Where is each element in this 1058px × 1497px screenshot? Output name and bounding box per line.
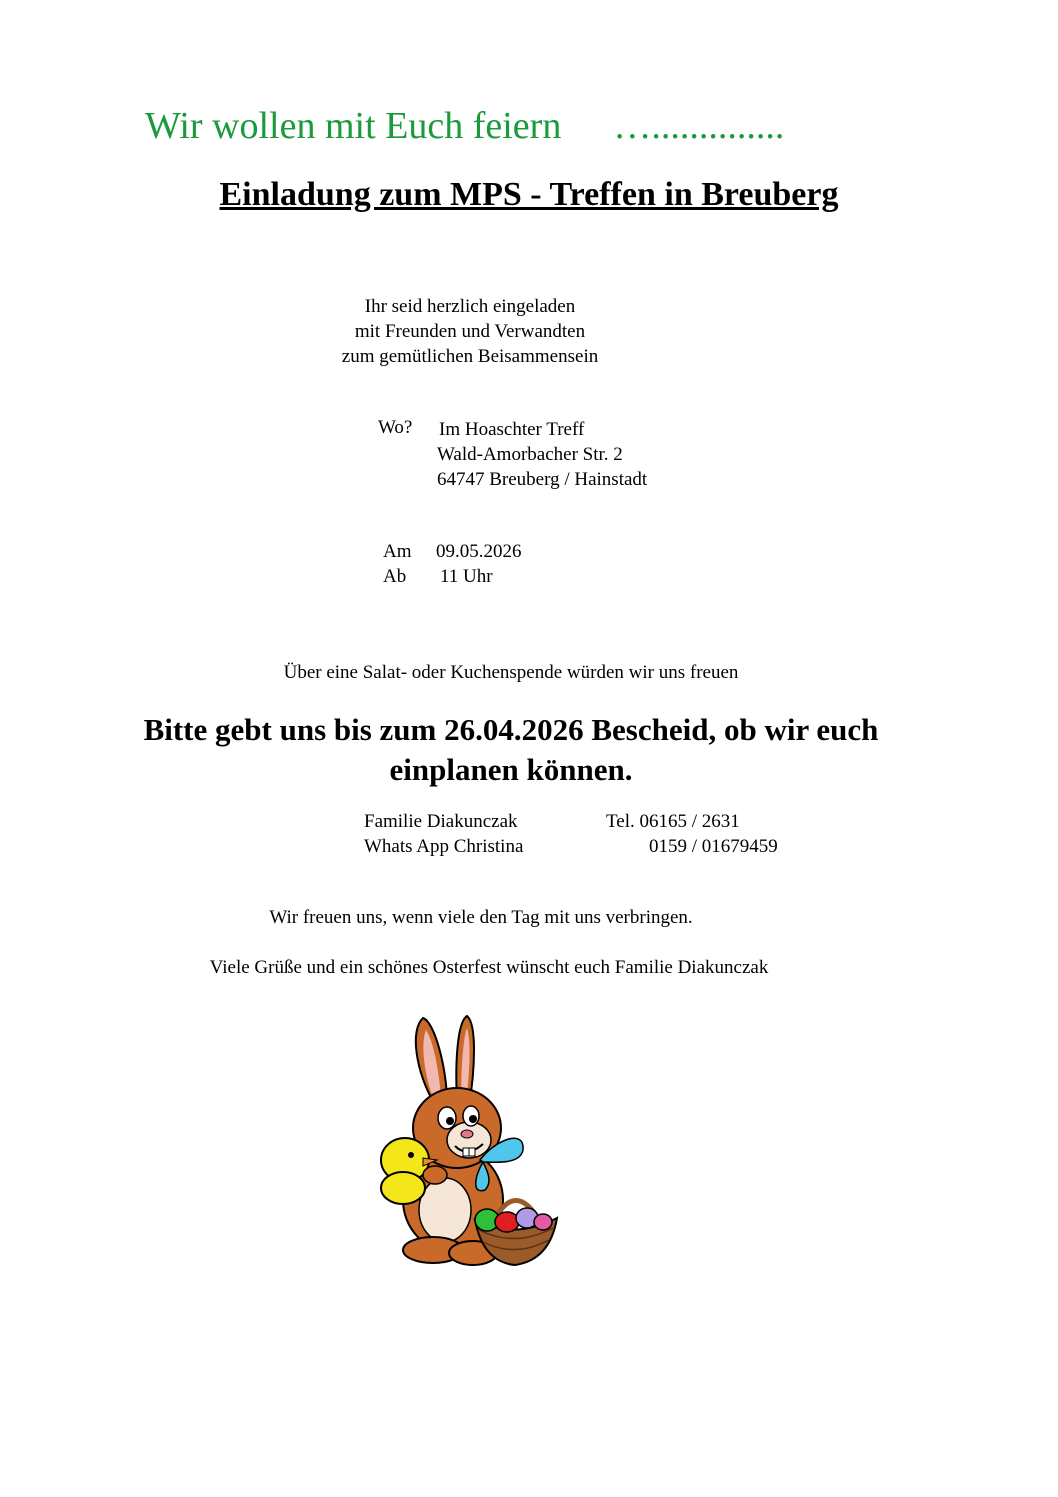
headline bbox=[145, 104, 784, 148]
event-time: 11 Uhr bbox=[440, 566, 493, 587]
contact-phone: Tel. 06165 / 2631 bbox=[606, 811, 740, 832]
rsvp-line: einplanen können. bbox=[389, 752, 633, 787]
donation-note: Über eine Salat- oder Kuchenspende würden wir uns freuen bbox=[283, 662, 739, 683]
address-line: 64747 Breuberg / Hainstadt bbox=[437, 469, 648, 490]
headline-dots: ….............. bbox=[613, 105, 785, 147]
time-label: Ab bbox=[383, 566, 407, 587]
contact-phones bbox=[606, 809, 778, 859]
date-label: Am bbox=[383, 541, 412, 562]
address-line: Wald-Amorbacher Str. 2 bbox=[437, 444, 623, 465]
when-labels bbox=[383, 539, 412, 589]
contact-name: Familie Diakunczak bbox=[364, 811, 518, 832]
contact-name: Whats App Christina bbox=[364, 836, 524, 857]
headline-text: Wir wollen mit Euch feiern bbox=[145, 105, 562, 147]
closing-line: Wir freuen uns, wenn viele den Tag mit uns verbringen. bbox=[269, 907, 693, 928]
intro-line: mit Freunden und Verwandten bbox=[354, 321, 586, 342]
rsvp-line: Bitte gebt uns bis zum 26.04.2026 Bescheid, ob wir euch bbox=[143, 712, 879, 747]
when-values bbox=[436, 539, 522, 589]
contact-phone: 0159 / 01679459 bbox=[649, 836, 778, 857]
rsvp-request bbox=[0, 710, 1022, 790]
invitation-intro bbox=[0, 294, 940, 369]
intro-line: Ihr seid herzlich eingeladen bbox=[364, 296, 576, 317]
closing-greeting: Viele Grüße und ein schönes Osterfest wünscht euch Familie Diakunczak bbox=[209, 957, 769, 978]
address-line: Im Hoaschter Treff bbox=[439, 419, 585, 440]
location-label: Wo? bbox=[378, 417, 413, 438]
event-date: 09.05.2026 bbox=[436, 541, 522, 562]
easter-bunny-icon bbox=[375, 1010, 565, 1275]
location-address bbox=[437, 417, 647, 492]
intro-line: zum gemütlichen Beisammensein bbox=[341, 346, 599, 367]
contact-names bbox=[364, 809, 523, 859]
page-title: Einladung zum MPS - Treffen in Breuberg bbox=[219, 176, 839, 213]
easter-bunny-illustration bbox=[375, 1010, 565, 1275]
